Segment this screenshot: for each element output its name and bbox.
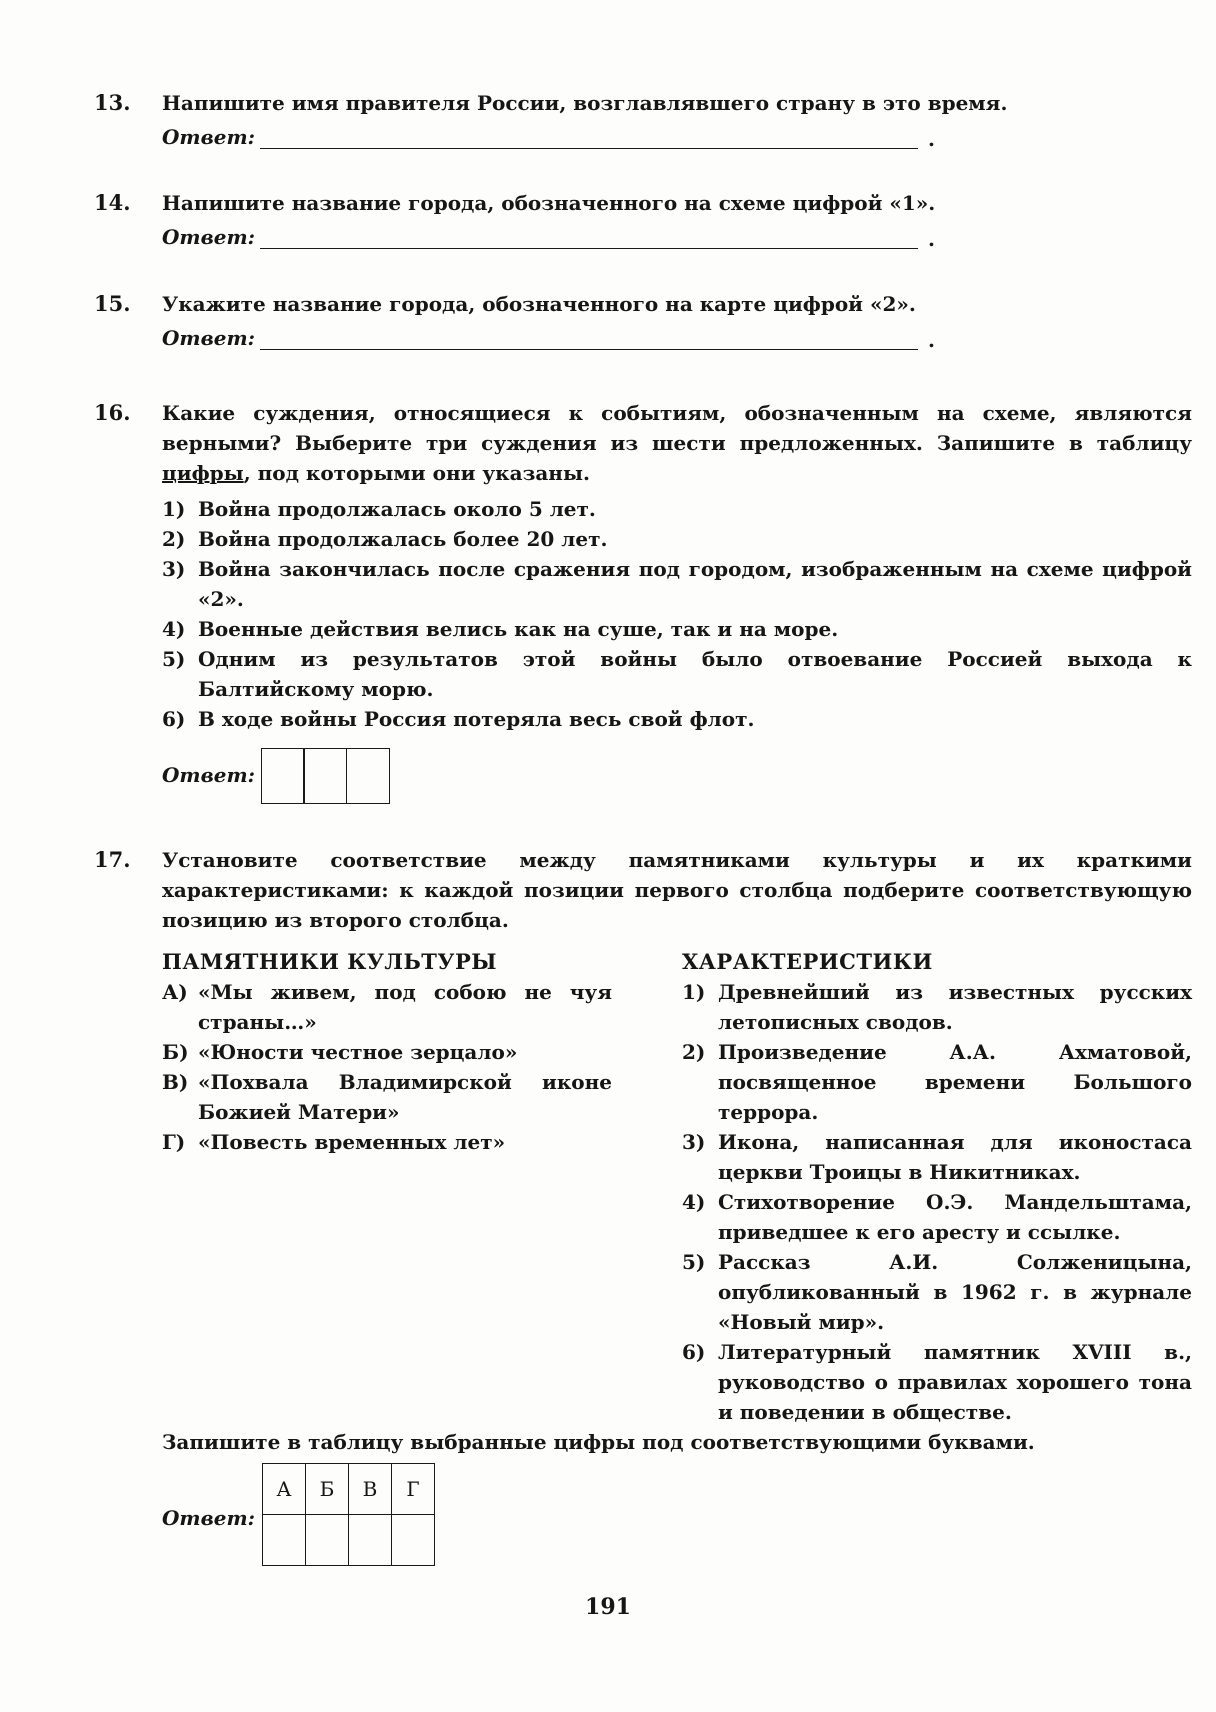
list-item: 2) Произведение А.А. Ахматовой, посвященное времени Большого террора. xyxy=(682,1040,1192,1124)
list-item: А) «Мы живем, под собою не чуя страны…» xyxy=(162,980,612,1034)
answer-row xyxy=(162,222,962,252)
answer-row xyxy=(162,122,962,152)
answer-cell[interactable] xyxy=(349,1515,392,1566)
page-number: 191 xyxy=(585,1594,631,1620)
answer-boxes xyxy=(262,748,390,804)
answer-row xyxy=(162,1503,255,1533)
question-number: 14. xyxy=(94,190,131,215)
answer-cell[interactable] xyxy=(303,748,347,804)
answer-cell[interactable] xyxy=(392,1515,435,1566)
option-item: 4) Военные действия велись как на суше, так и на море. xyxy=(162,617,839,641)
answer-row xyxy=(162,760,255,790)
list-item: 5) Рассказ А.И. Солженицына, опубликованный в 1962 г. в журнале «Новый мир». xyxy=(682,1250,1192,1334)
list-item: Г) «Повесть временных лет» xyxy=(162,1130,506,1154)
list-item: Б) «Юности честное зерцало» xyxy=(162,1040,518,1064)
option-item: 6) В ходе войны Россия потеряла весь свой флот. xyxy=(162,707,755,731)
list-item: В) «Похвала Владимирской иконе Божией Матери» xyxy=(162,1070,612,1124)
question-number: 13. xyxy=(94,90,131,115)
option-item: 5) Одним из результатов этой войны было отвоевание Россией выхода к Балтийскому морю. xyxy=(162,647,1192,701)
period: . xyxy=(928,227,935,251)
answer-label: Ответ: xyxy=(162,1506,255,1530)
answer-field[interactable] xyxy=(260,349,918,350)
answer-table xyxy=(262,1463,435,1566)
period: . xyxy=(928,328,935,352)
answer-label: Ответ: xyxy=(162,225,255,249)
answer-cell[interactable] xyxy=(346,748,390,804)
table-header-row xyxy=(263,1464,435,1515)
question-text: Напишите имя правителя России, возглавлявшего страну в это время. xyxy=(162,91,1008,115)
question-number: 17. xyxy=(94,847,131,872)
list-item: 1) Древнейший из известных русских летописных сводов. xyxy=(682,980,1192,1034)
table-answer-row xyxy=(263,1515,435,1566)
table-header-cell: В xyxy=(349,1464,392,1515)
question-number: 16. xyxy=(94,400,131,425)
answer-row xyxy=(162,323,962,353)
period: . xyxy=(928,127,935,151)
list-item: 6) Литературный памятник XVIII в., руководство о правилах хорошего тона и поведении в обществе. xyxy=(682,1340,1192,1424)
list-item: 3) Икона, написанная для иконостаса церкви Троицы в Никитниках. xyxy=(682,1130,1192,1184)
table-header-cell: Г xyxy=(392,1464,435,1515)
question-number: 15. xyxy=(94,291,131,316)
table-header-cell: Б xyxy=(306,1464,349,1515)
question-text: Напишите название города, обозначенного на схеме цифрой «1». xyxy=(162,191,936,215)
answer-cell[interactable] xyxy=(261,748,305,804)
option-item: 3) Война закончилась после сражения под городом, изображенным на схеме цифрой «2». xyxy=(162,557,1192,611)
option-item: 1) Война продолжалась около 5 лет. xyxy=(162,497,596,521)
options-list xyxy=(162,494,1192,734)
answer-field[interactable] xyxy=(260,148,918,149)
option-item: 2) Война продолжалась более 20 лет. xyxy=(162,527,608,551)
answer-field[interactable] xyxy=(260,248,918,249)
list-item: 4) Стихотворение О.Э. Мандельштама, приведшее к его аресту и ссылке. xyxy=(682,1190,1192,1244)
answer-label: Ответ: xyxy=(162,763,255,787)
culture-monuments-column xyxy=(162,947,612,1157)
answer-label: Ответ: xyxy=(162,125,255,149)
column-header: ХАРАКТЕРИСТИКИ xyxy=(682,949,933,974)
characteristics-column xyxy=(682,947,1192,1427)
table-instruction: Запишите в таблицу выбранные цифры под соответствующими буквами. xyxy=(162,1430,1035,1454)
answer-cell[interactable] xyxy=(306,1515,349,1566)
table-header-cell: А xyxy=(263,1464,306,1515)
question-text: Какие суждения, относящиеся к событиям, обозначенным на схеме, являются верными? Выберите три суждения из шести предложенных. Запишите в таблицу цифры, под которыми они указаны. xyxy=(162,401,1192,485)
answer-label: Ответ: xyxy=(162,326,255,350)
column-header: ПАМЯТНИКИ КУЛЬТУРЫ xyxy=(162,949,498,974)
question-text: Укажите название города, обозначенного на карте цифрой «2». xyxy=(162,292,916,316)
question-text: Установите соответствие между памятниками культуры и их краткими характеристиками: к каждой позиции первого столбца подберите соответствующую позицию из второго столбца. xyxy=(162,848,1192,932)
answer-cell[interactable] xyxy=(263,1515,306,1566)
emphasis-digits: цифры xyxy=(162,461,244,485)
